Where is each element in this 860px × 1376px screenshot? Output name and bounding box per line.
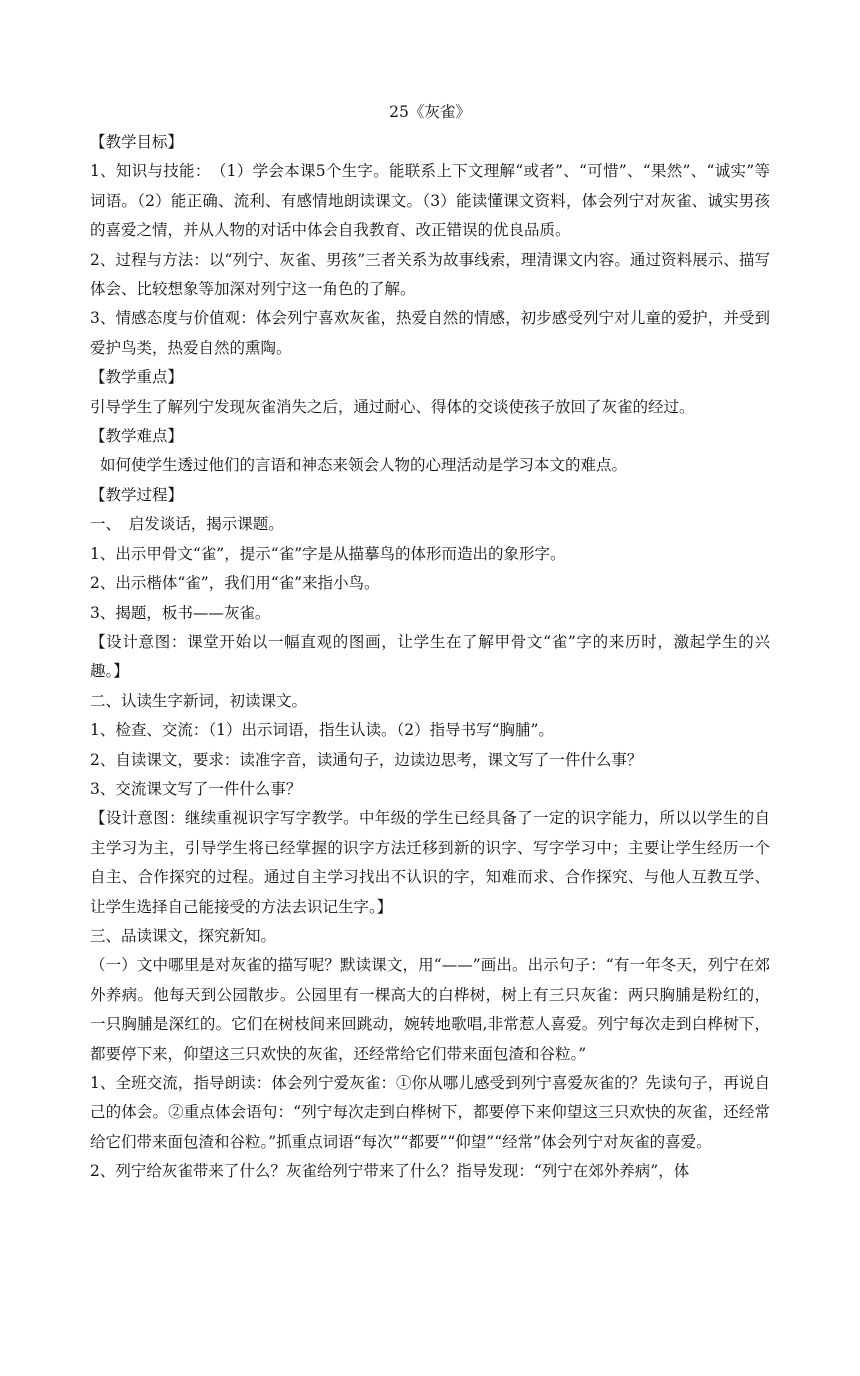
step-three-item-2: 2、列宁给灰雀带来了什么？灰雀给列宁带来了什么？指导发现：“列宁在郊外养病”，体 <box>90 1162 690 1181</box>
difficulties-text: 如何使学生透过他们的言语和神态来领会人物的心理活动是学习本文的难点。 <box>100 456 628 475</box>
design-intent-2: 【设计意图：继续重视识字写字教学。中年级的学生已经具备了一定的识字能力，所以以学生的自主学习为主，引导学生将已经掌握的识字方法迁移到新的识字、写字学习中；主要让学生经历一个自主、合作探究的过程。通过自主学习找出不认识的字，知难而求、合作探究、与他人互教互学、让学生选择自己能接受的方法去识记生字。】 <box>90 809 770 916</box>
document-title: 25《灰雀》 <box>389 103 471 121</box>
key-points-text: 引导学生了解列宁发现灰雀消失之后，通过耐心、得体的交谈使孩子放回了灰雀的经过。 <box>90 397 695 416</box>
section-heading-key-points: 【教学重点】 <box>90 368 184 387</box>
step-one-item-1: 1、出示甲骨文“雀”，提示“雀”字是从描摹鸟的体形而造出的象形字。 <box>90 544 566 563</box>
objective-knowledge-skills: 1、知识与技能： （1）学会本课5个生字。能联系上下文理解“或者”、“可惜”、“果然”、“诚实”等词语。（2）能正确、流利、有感情地朗读课文。（3）能读懂课文资料，体会列宁对灰雀、诚实男孩的喜爱之情，并从人物的对话中体会自我教育、改正错误的优良品质。 <box>90 162 770 240</box>
document-page <box>90 98 770 1187</box>
step-three-part-one: （一）文中哪里是对灰雀的描写呢？默读课文，用“——”画出。出示句子：“有一年冬天，列宁在郊外养病。他每天到公园散步。公园里有一棵高大的白桦树，树上有三只灰雀：两只胸脯是粉红的，一只胸脯是深红的。它们在树枝间来回跳动，婉转地歌唱,非常惹人喜爱。列宁每次走到白桦树下，都要停下来，仰望这三只欢快的灰雀，还经常给它们带来面包渣和谷粒。” <box>90 956 770 1063</box>
step-three-heading: 三、品读课文，探究新知。 <box>90 926 277 945</box>
section-heading-process: 【教学过程】 <box>90 485 184 504</box>
step-two-item-3: 3、交流课文写了一件什么事？ <box>90 779 302 798</box>
step-two-heading: 二、认读生字新词，初读课文。 <box>90 691 308 710</box>
step-two-item-1: 1、检查、交流：（1）出示词语，指生认读。（2）指导书写“胸脯”。 <box>90 721 554 740</box>
step-one-item-3: 3、揭题，板书——灰雀。 <box>90 603 271 622</box>
step-two-item-2: 2、自读课文，要求：读准字音，读通句子，边读边思考，课文写了一件什么事？ <box>90 750 643 769</box>
section-heading-difficulties: 【教学难点】 <box>90 427 184 446</box>
objective-process-method: 2、过程与方法：以“列宁、灰雀、男孩”三者关系为故事线索，理清课文内容。通过资料展示、描写体会、比较想象等加深对列宁这一角色的了解。 <box>90 250 770 299</box>
design-intent-1: 【设计意图：课堂开始以一幅直观的图画，让学生在了解甲骨文“雀”字的来历时，激起学生的兴趣。】 <box>90 632 770 681</box>
objective-emotion-values: 3、情感态度与价值观：体会列宁喜欢灰雀，热爱自然的情感，初步感受列宁对儿童的爱护，并受到爱护鸟类，热爱自然的熏陶。 <box>90 309 770 357</box>
step-one-heading: 一、 启发谈话，揭示课题。 <box>90 515 284 534</box>
step-three-item-1: 1、全班交流，指导朗读：体会列宁爱灰雀：①你从哪儿感受到列宁喜爱灰雀的？先读句子，再说自己的体会。②重点体会语句：“列宁每次走到白桦树下，都要停下来仰望这三只欢快的灰雀，还经常给它们带来面包渣和谷粒。”抓重点词语“每次”“都要”“仰望”“经常”体会列宁对灰雀的喜爱。 <box>90 1074 770 1151</box>
step-one-item-2: 2、出示楷体“雀”，我们用“雀”来指小鸟。 <box>90 574 380 593</box>
section-heading-objectives: 【教学目标】 <box>90 133 184 151</box>
